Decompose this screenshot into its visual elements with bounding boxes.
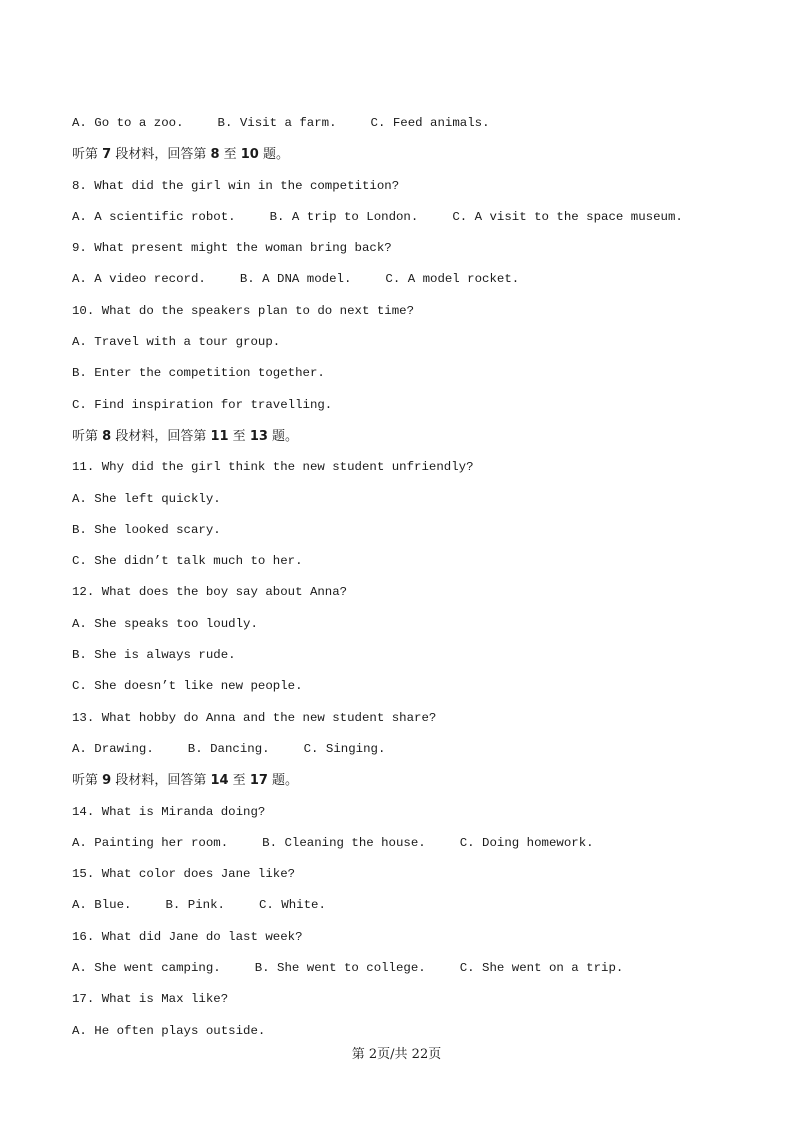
answer-option: A. A video record. xyxy=(72,272,206,287)
answer-option: B. A trip to London. xyxy=(269,209,419,224)
heading-number: 13 xyxy=(249,428,268,444)
answer-options xyxy=(72,202,752,233)
question-text: 17. What is Max like? xyxy=(72,992,229,1007)
answer-option: B. Cleaning the house. xyxy=(262,835,426,850)
answer-option: B. Visit a farm. xyxy=(217,116,337,130)
answer-option: B. She looked scary. xyxy=(72,522,221,537)
answer-option: B. Pink. xyxy=(165,898,225,913)
heading-number: 8 xyxy=(102,428,112,444)
answer-option: C. White. xyxy=(259,898,326,913)
answer-option: A. She went camping. xyxy=(72,961,221,976)
answer-options xyxy=(72,734,752,765)
heading-number: 17 xyxy=(249,773,268,789)
section-heading xyxy=(72,139,752,170)
answer-option: A. He often plays outside. xyxy=(72,1023,266,1038)
heading-number: 7 xyxy=(102,147,112,163)
heading-text: 至 xyxy=(219,147,241,163)
question-list xyxy=(72,108,752,1047)
answer-option: A. Painting her room. xyxy=(72,835,229,850)
answer-option: C. Singing. xyxy=(303,741,386,756)
answer-option: B. Dancing. xyxy=(187,741,270,756)
question-text: 15. What color does Jane like? xyxy=(72,867,296,882)
heading-number: 8 xyxy=(210,147,220,163)
heading-text: 段材料，回答第 xyxy=(111,428,211,444)
answer-option: A. Go to a zoo. xyxy=(72,116,184,130)
heading-text: 题。 xyxy=(267,773,299,789)
answer-option: A. A scientific robot. xyxy=(72,209,236,224)
answer-option: C. A model rocket. xyxy=(385,272,520,287)
heading-number: 11 xyxy=(210,428,229,444)
question-text: 9. What present might the woman bring back? xyxy=(72,241,392,256)
answer-option: A. Drawing. xyxy=(72,741,154,756)
heading-text: 题。 xyxy=(258,147,289,163)
heading-text: 听第 xyxy=(72,428,103,444)
heading-number: 14 xyxy=(210,773,229,789)
answer-options xyxy=(72,264,752,295)
answer-options xyxy=(72,953,752,984)
answer-option: C. A visit to the space museum. xyxy=(452,209,683,224)
answer-option: A. She left quickly. xyxy=(72,491,221,506)
answer-option: B. A DNA model. xyxy=(239,272,352,287)
heading-text: 题。 xyxy=(267,428,299,444)
answer-option: B. She went to college. xyxy=(254,961,426,976)
page-footer: 第 2页/共 22页 xyxy=(351,1047,442,1062)
answer-options xyxy=(72,108,752,139)
question-text: 16. What did Jane do last week? xyxy=(72,929,303,944)
question-text: 8. What did the girl win in the competition? xyxy=(72,178,400,193)
answer-option: C. She didn’t talk much to her. xyxy=(72,554,303,569)
answer-option: C. She went on a trip. xyxy=(459,961,624,976)
answer-option: C. She doesn’t like new people. xyxy=(72,679,303,694)
answer-option: C. Find inspiration for travelling. xyxy=(72,397,333,412)
heading-text: 听第 xyxy=(72,147,103,163)
question-text: 13. What hobby do Anna and the new student share? xyxy=(72,710,437,725)
heading-number: 9 xyxy=(102,773,112,789)
section-heading xyxy=(72,765,752,796)
answer-option: A. Travel with a tour group. xyxy=(72,335,281,350)
heading-text: 至 xyxy=(228,428,250,444)
answer-option: C. Feed animals. xyxy=(370,116,490,130)
answer-option: A. She speaks too loudly. xyxy=(72,616,258,631)
heading-text: 至 xyxy=(228,773,250,789)
heading-text: 听第 xyxy=(72,773,103,789)
answer-options xyxy=(72,828,752,859)
heading-text: 段材料，回答第 xyxy=(111,147,211,163)
answer-option: A. Blue. xyxy=(72,898,132,913)
section-heading xyxy=(72,421,752,452)
question-text: 10. What do the speakers plan to do next time? xyxy=(72,303,415,318)
answer-options xyxy=(72,890,752,921)
answer-option: B. She is always rude. xyxy=(72,648,236,663)
question-text: 14. What is Miranda doing? xyxy=(72,804,266,819)
answer-option: B. Enter the competition together. xyxy=(72,366,325,381)
heading-number: 10 xyxy=(240,147,259,163)
answer-option: C. Doing homework. xyxy=(459,835,594,850)
question-text: 12. What does the boy say about Anna? xyxy=(72,585,348,600)
question-text: 11. Why did the girl think the new student unfriendly? xyxy=(72,460,474,475)
heading-text: 段材料，回答第 xyxy=(111,773,211,789)
